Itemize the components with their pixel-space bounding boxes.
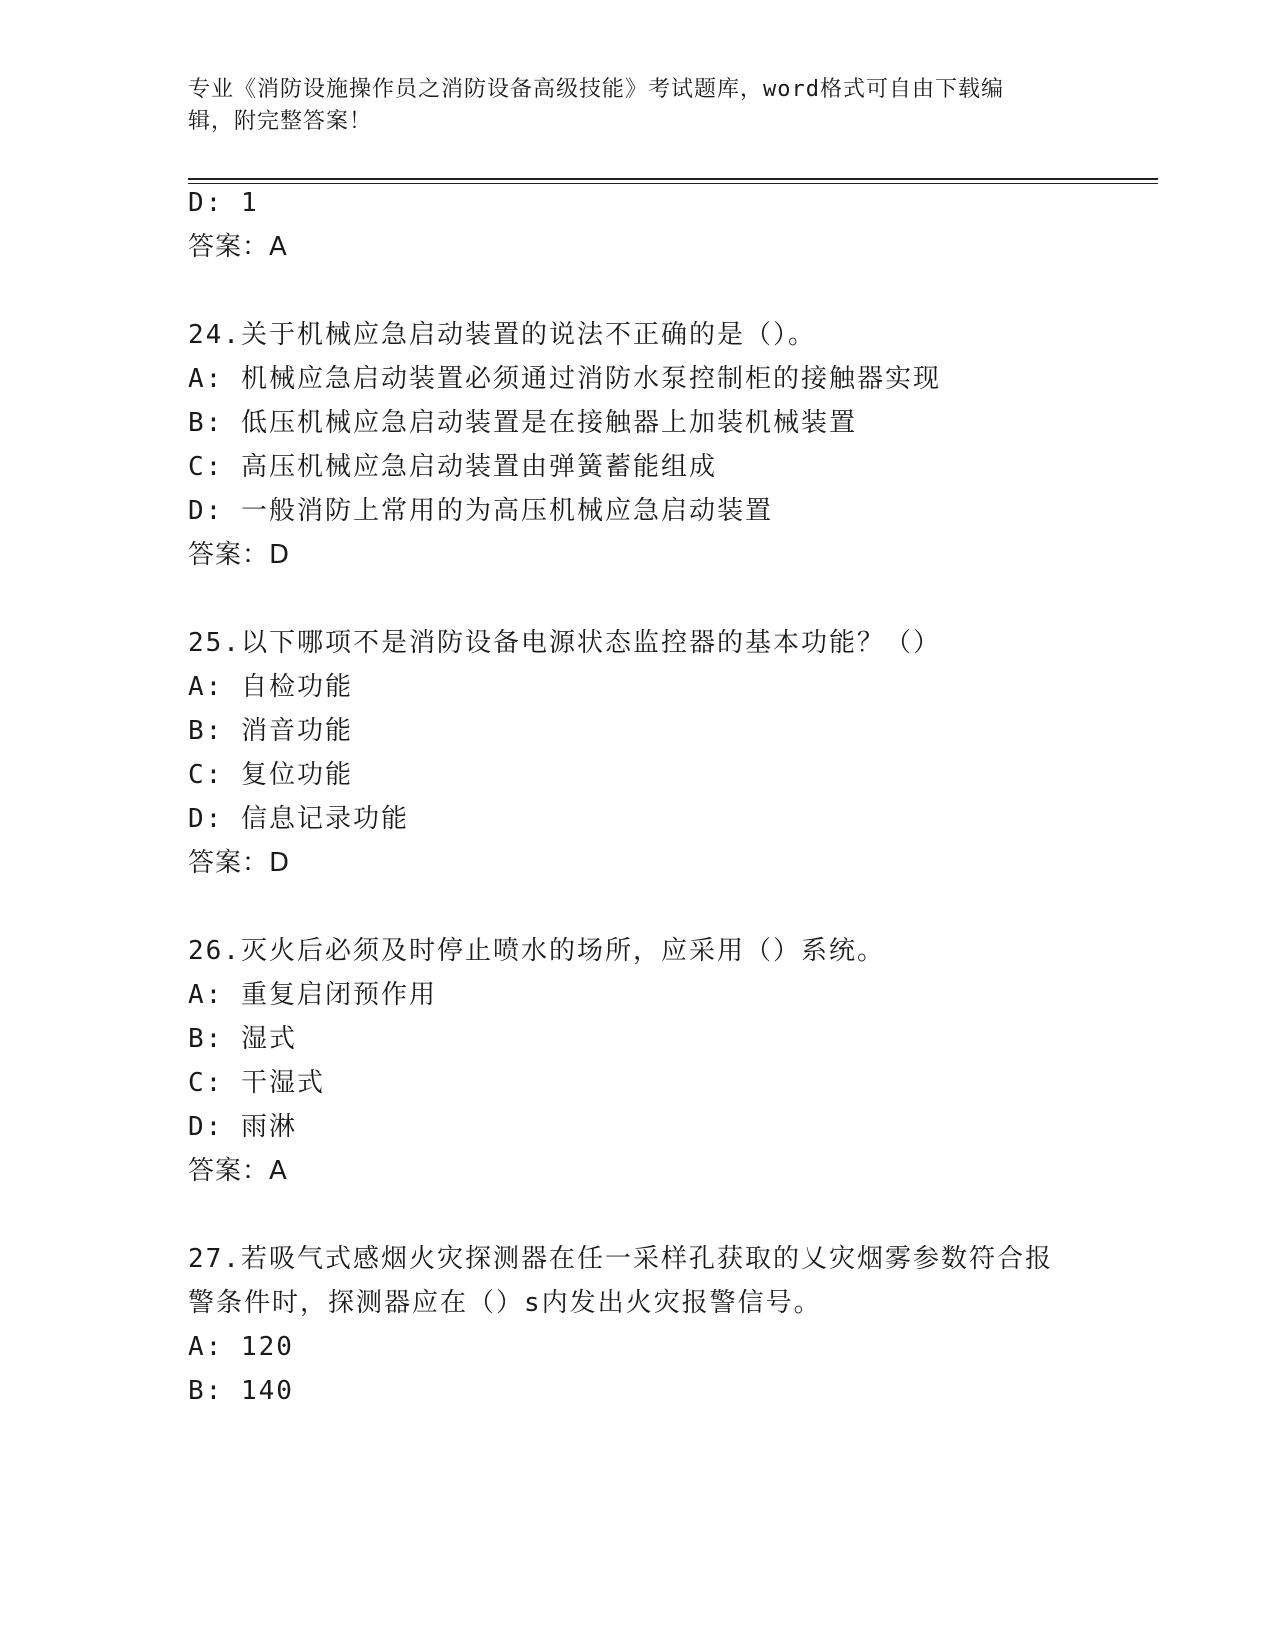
question-stem-line-2: 警条件时，探测器应在（）s内发出火灾报警信号。 [188, 1288, 822, 1318]
option-c: C: 高压机械应急启动装置由弹簧蓄能组成 [188, 452, 717, 482]
option-b: B: 140 [188, 1376, 294, 1406]
question-stem: 24.关于机械应急启动装置的说法不正确的是（）。 [188, 320, 816, 350]
question-stem: 26.灭火后必须及时停止喷水的场所，应采用（）系统。 [188, 936, 885, 966]
header-line-1: 专业《消防设施操作员之消防设备高级技能》考试题库，word格式可自由下载编 [188, 77, 1004, 102]
question-stem: 25.以下哪项不是消防设备电源状态监控器的基本功能？（） [188, 628, 941, 658]
prev-answer: 答案：A [188, 232, 288, 262]
answer: 答案：D [188, 540, 291, 570]
option-b: B: 湿式 [188, 1024, 297, 1054]
option-a: A: 120 [188, 1332, 294, 1362]
option-b: B: 消音功能 [188, 716, 353, 746]
answer: 答案：A [188, 1156, 288, 1186]
document-header [188, 74, 1088, 138]
option-a: A: 自检功能 [188, 672, 353, 702]
option-c: C: 干湿式 [188, 1068, 325, 1098]
option-b: B: 低压机械应急启动装置是在接触器上加装机械装置 [188, 408, 857, 438]
option-a: A: 机械应急启动装置必须通过消防水泵控制柜的接触器实现 [188, 364, 941, 394]
option-d: D: 一般消防上常用的为高压机械应急启动装置 [188, 496, 773, 526]
option-d: D: 信息记录功能 [188, 804, 409, 834]
header-divider-thin [188, 183, 1158, 184]
question-stem-line-1: 27.若吸气式感烟火灾探测器在任一采样孔获取的乂灾烟雾参数符合报 [188, 1244, 1053, 1274]
option-a: A: 重复启闭预作用 [188, 980, 437, 1010]
prev-option-d: D: 1 [188, 188, 259, 218]
answer: 答案：D [188, 848, 291, 878]
header-line-2: 辑，附完整答案！ [188, 109, 373, 134]
option-c: C: 复位功能 [188, 760, 353, 790]
header-divider-thick [188, 178, 1158, 180]
option-d: D: 雨淋 [188, 1112, 297, 1142]
